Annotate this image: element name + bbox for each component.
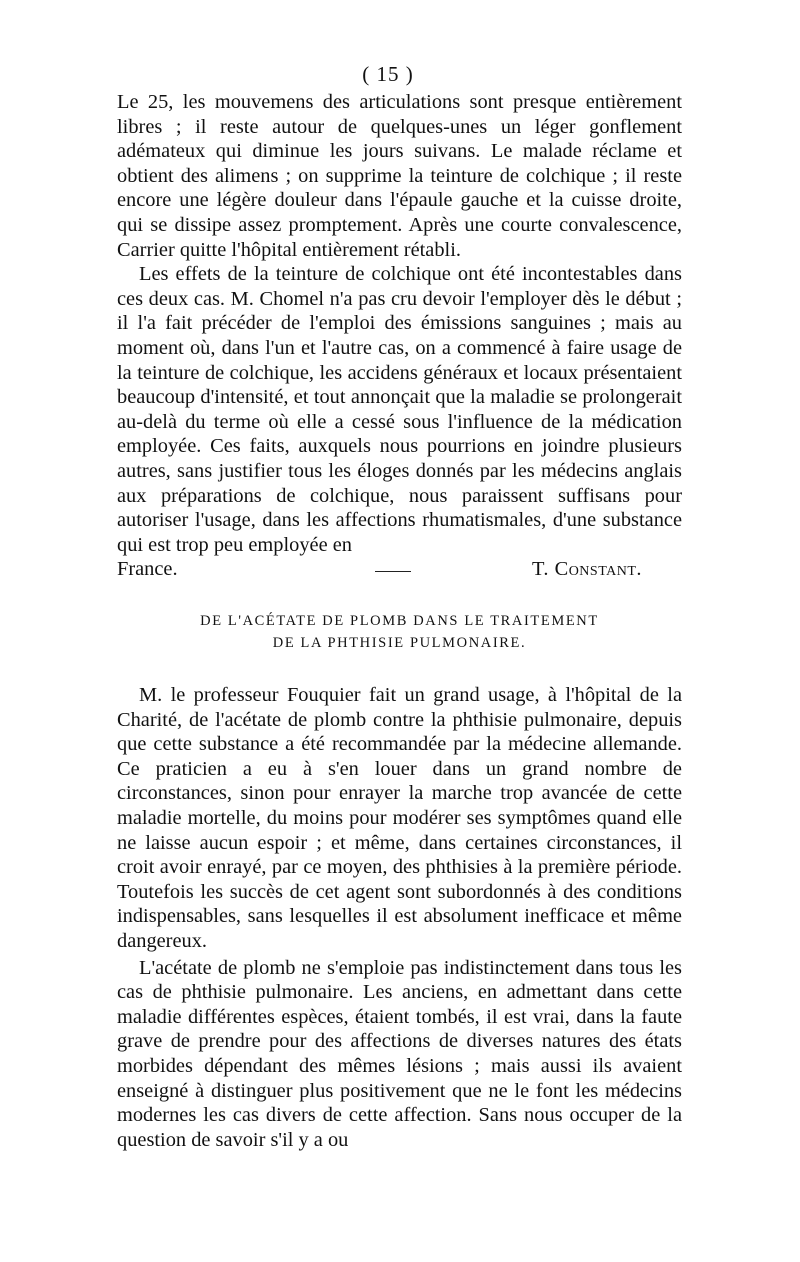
article-title-line-2: DE LA PHTHISIE PULMONAIRE. [272,635,527,651]
page-number: ( 15 ) [362,62,414,86]
section-divider [375,571,411,572]
signature-line [117,557,682,582]
paragraph-fouquier: M. le professeur Fouquier fait un grand usage, à l'hôpital de la Charité, de l'acétate de plomb contre la phthisie pulmonaire, depuis que cette substance a été recommandée par la médecine allemande. Ce praticien a eu à s'en louer dans un grand nombre de circonstances, sinon pour enrayer la marche trop avancée de cette maladie mortelle, du moins pour modérer ses symptômes quand elle ne laisse aucun espoir ; et même, dans certaines circonstances, il croit avoir enrayé, par ce moyen, des phthisies à la première période. Toutefois les succès de cet agent sont subordonnés à des conditions indispensables, sans lesquelles il est absolument inefficace et même dangereux. [117,684,682,952]
article-title-line-1: DE L'ACÉTATE DE PLOMB DANS LE TRAITEMENT [200,613,599,629]
paragraph-colchique-effects: Les effets de la teinture de colchique ont été incontestables dans ces deux cas. M. Chomel n'a pas cru devoir l'employer dès le début ; il l'a fait précéder de l'emploi des émissions sanguines ; mais au moment où, dans l'un et l'autre cas, on a commencé à faire usage de la teinture de colchique, les accidens généraux et locaux présentaient beaucoup d'intensité, et tout annonçait que la maladie se prolongerait au-delà du terme où elle a cessé sous l'influence de la médication employée. Ces faits, auxquels nous pourrions en joindre plusieurs autres, sans justifier tous les éloges donnés par les médecins anglais aux préparations de colchique, nous paraissent suffisans pour autoriser l'usage, dans les affections rhumatismales, d'une substance qui est trop peu employée en [117,263,682,556]
paragraph-case-conclusion: Le 25, les mouvemens des articulations sont presque entièrement libres ; il reste autour de quelques-unes un léger gonflement adémateux qui diminue les jours suivans. Le malade réclame et obtient des alimens ; on supprime la teinture de colchique ; il reste encore une légère douleur dans l'épaule gauche et la cuisse droite, qui se dissipe assez promptement. Après une courte convalescence, Carrier quitte l'hôpital entièrement rétabli. [117,91,682,261]
continued-case-text [117,90,682,582]
author-signature: T. Constant. [531,558,642,581]
paragraph-acetate-usage: L'acétate de plomb ne s'emploie pas indistinctement dans tous les cas de phthisie pulmonaire. Les anciens, en admettant dans cette maladie différentes espèces, étaient tombés, il est vrai, dans la faute grave de prendre pour des affections de diverses natures des états morbides dépendant des mêmes lésions ; mais aussi ils avaient enseigné à distinguer plus positivement que ne le font les médecins modernes les cas divers de cette affection. Sans nous occuper de la question de savoir s'il y a ou [117,956,682,1151]
article-body [117,683,682,1152]
last-word: France. [117,558,178,581]
